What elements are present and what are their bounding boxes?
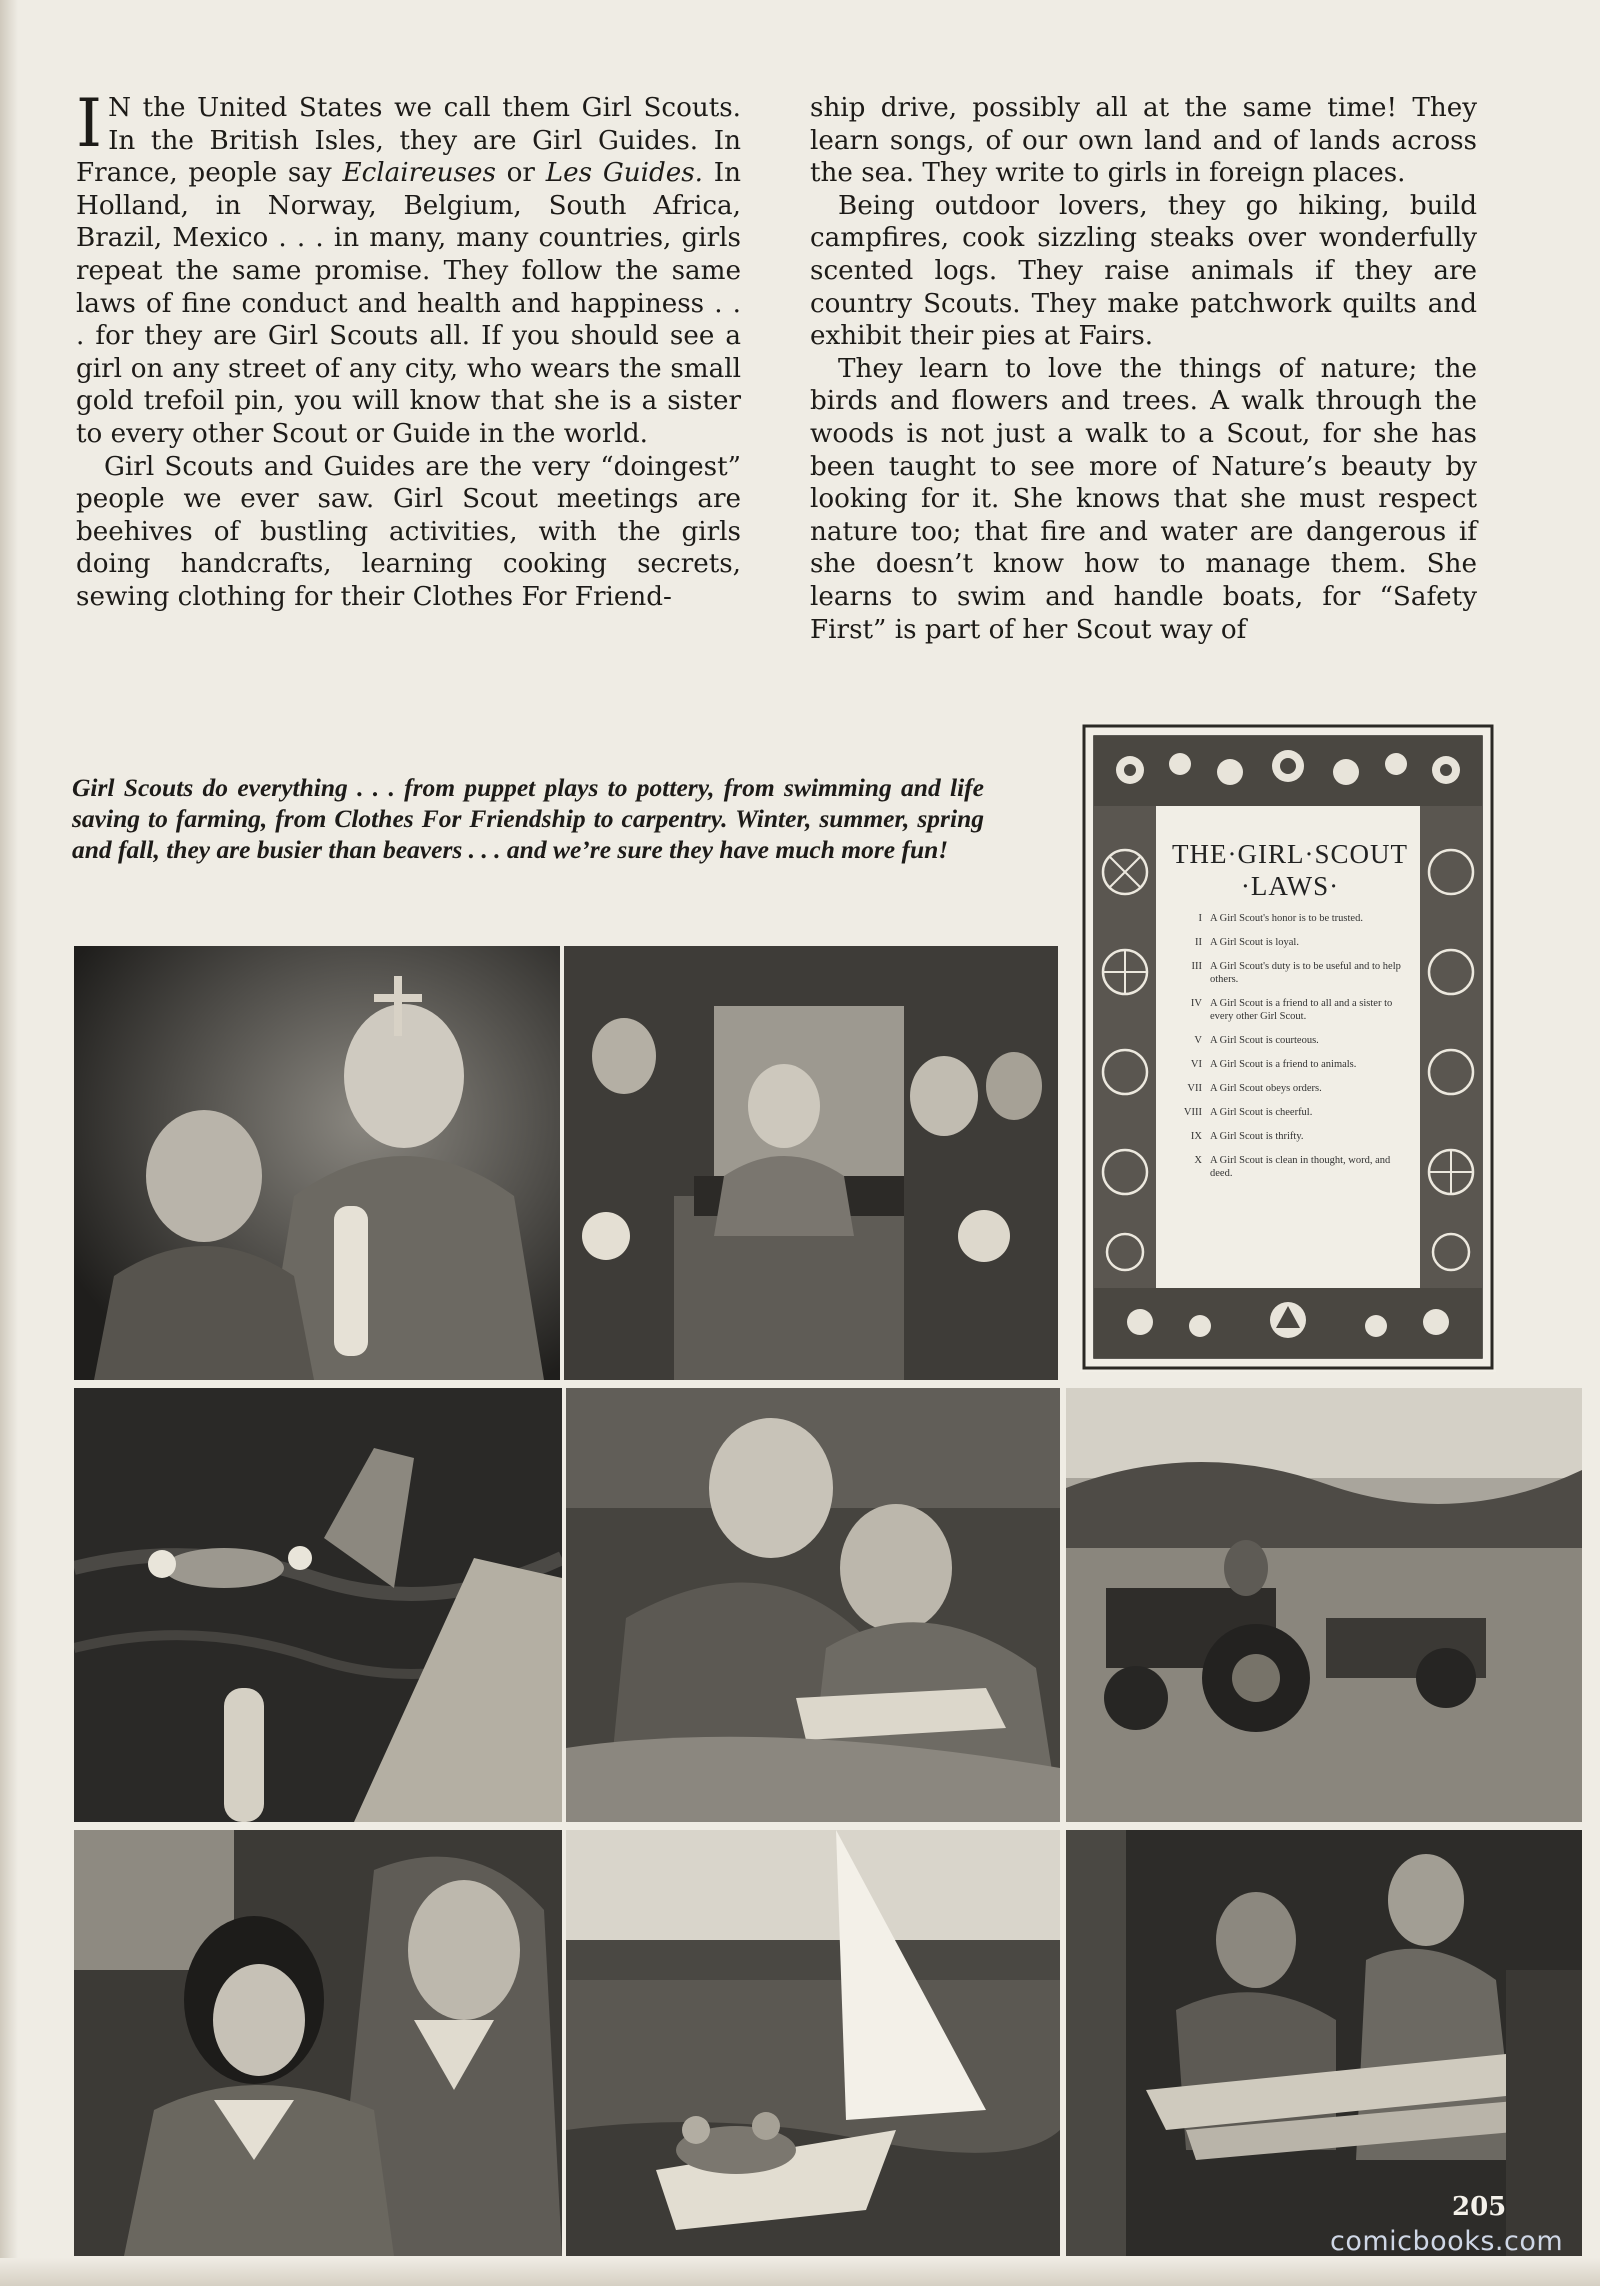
law-text: A Girl Scout is thrifty. — [1210, 1131, 1304, 1142]
law-text: A Girl Scout is a friend to all and a sister to every other Girl Scout. — [1210, 998, 1393, 1022]
law-item — [1176, 997, 1412, 1023]
law-number: VI — [1190, 1059, 1202, 1070]
law-item — [1176, 936, 1412, 949]
law-number: V — [1194, 1035, 1202, 1046]
law-number: X — [1194, 1155, 1202, 1166]
page-number: 205 — [1452, 2192, 1507, 2222]
italic-term: Eclaireuses — [342, 158, 496, 189]
article-column-right — [810, 92, 1477, 646]
watermark: comicbooks.com — [1330, 2226, 1564, 2257]
law-text: A Girl Scout's duty is to be useful and to help others. — [1210, 961, 1401, 985]
law-number: IX — [1190, 1131, 1202, 1142]
article-paragraph: They learn to love the things of nature; the birds and flowers and trees. A walk through the woods is not just a walk to a Scout, for she has been taught to see more of Nature’s beauty by looking for it. She knows that she must respect nature too; that fire and water are dangerous if she doesn’t know how to manage them. She learns to swim and handle boats, for “Safety First” is part of her Scout way of — [810, 353, 1477, 645]
photo-puppet-makers — [74, 946, 560, 1380]
law-text: A Girl Scout is cheerful. — [1210, 1107, 1313, 1118]
paragraph-text: In Holland, in Norway, Belgium, South Africa, Brazil, Mexico . . . in many, many countries, girls repeat the same promise. They follow the same laws of fine conduct and health and happiness . . . for they are Girl Scouts all. If you should see a girl on any street of any city, who wears the small gold trefoil pin, you will know that she is a sister to every other Scout or Guide in the world. — [76, 158, 741, 449]
law-item — [1176, 1106, 1412, 1119]
law-item — [1176, 1082, 1412, 1095]
law-number: I — [1198, 913, 1202, 924]
law-text: A Girl Scout is courteous. — [1210, 1035, 1319, 1046]
law-text: A Girl Scout obeys orders. — [1210, 1083, 1322, 1094]
law-item — [1176, 1154, 1412, 1180]
laws-title-line: ·LAWS· — [1240, 871, 1340, 901]
page-edge — [0, 0, 18, 2286]
law-text: A Girl Scout's honor is to be trusted. — [1210, 913, 1363, 924]
photo-clothes-for-friendship — [74, 1830, 562, 2256]
laws-list — [1176, 912, 1412, 1191]
law-item — [1176, 1034, 1412, 1047]
girl-scout-laws-panel — [1080, 722, 1496, 1372]
law-number: IV — [1190, 998, 1202, 1009]
law-item — [1176, 960, 1412, 986]
article-paragraph: ship drive, possibly all at the same time! They learn songs, of our own land and of lands across the sea. They write to girls in foreign places. — [810, 93, 1477, 189]
paragraph-text: or — [495, 158, 546, 189]
law-text: A Girl Scout is a friend to animals. — [1210, 1059, 1357, 1070]
paragraph-text: N the United States we call them Girl Scouts. In the British Isles, they are Girl Guides. In France, people say — [76, 93, 741, 189]
photo-map-reading — [566, 1388, 1060, 1822]
law-text: A Girl Scout is loyal. — [1210, 937, 1299, 948]
laws-title-line: THE·GIRL·SCOUT — [1172, 839, 1408, 869]
drop-cap: I — [76, 85, 103, 162]
law-number: VIII — [1183, 1107, 1202, 1118]
photo-swimming-lifesaving — [74, 1388, 562, 1822]
article-column-left — [76, 85, 741, 614]
photo-tractor-farming — [1066, 1388, 1582, 1822]
italic-term: Les Guides. — [545, 158, 704, 189]
law-number: VII — [1187, 1083, 1202, 1094]
article-paragraph — [76, 85, 741, 451]
article-paragraph: Girl Scouts and Guides are the very “doingest” people we ever saw. Girl Scout meetings are beehives of bustling activities, with the girls doing handcrafts, learning cooking secrets, sewing clothing for their Clothes For Friend- — [76, 451, 741, 612]
law-item — [1176, 1130, 1412, 1143]
law-text: A Girl Scout is clean in thought, word, and deed. — [1210, 1155, 1391, 1179]
law-number: III — [1191, 961, 1202, 972]
law-item — [1176, 912, 1412, 925]
photo-pottery-kiln — [564, 946, 1058, 1380]
article-paragraph: Being outdoor lovers, they go hiking, build campfires, cook sizzling steaks over wonderfully scented logs. They raise animals if they are country Scouts. They make patchwork quilts and exhibit their pies at Fairs. — [810, 190, 1477, 352]
page-edge — [0, 2258, 1600, 2286]
photo-sailing — [566, 1830, 1060, 2256]
laws-title — [1160, 838, 1420, 902]
law-item — [1176, 1058, 1412, 1071]
photo-caption: Girl Scouts do everything . . . from puppet plays to pottery, from swimming and life saving to farming, from Clothes For Friendship to carpentry. Winter, summer, spring and fall, they are busier than beavers . . . and we’re sure they have much more fun! — [72, 773, 984, 864]
law-number: II — [1195, 937, 1202, 948]
